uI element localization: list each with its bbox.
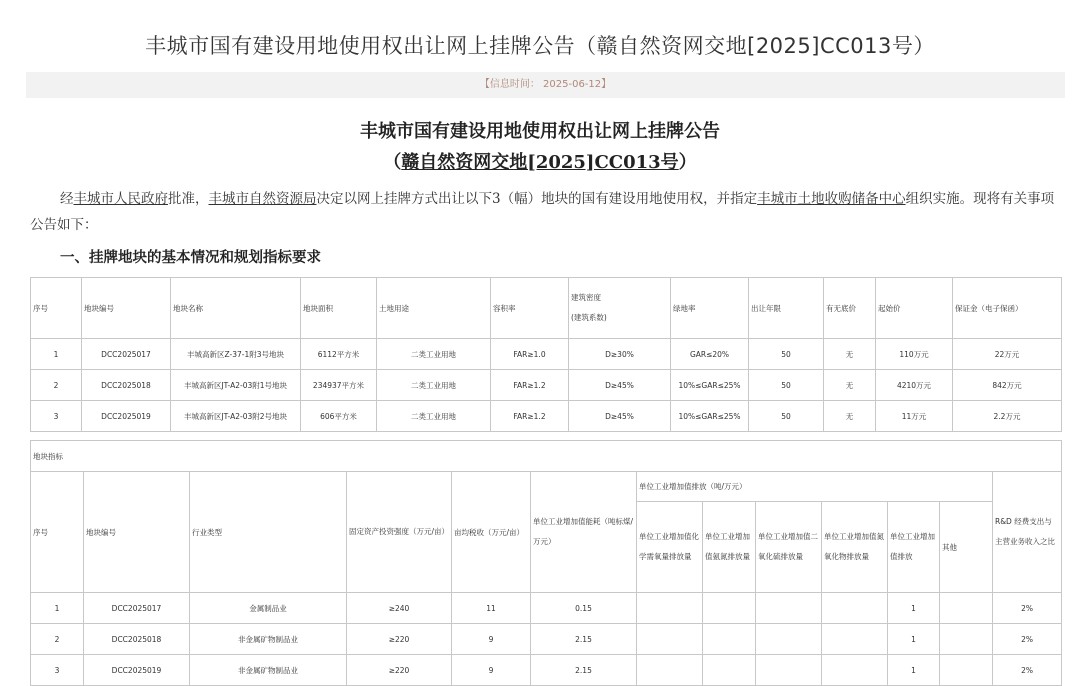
intro-paragraph — [30, 186, 1060, 238]
cell-tax: 9 — [452, 624, 531, 655]
cell-code: DCC2025017 — [84, 593, 190, 624]
table-header-row — [31, 278, 1062, 339]
cell-seq: 2 — [31, 370, 82, 401]
document-number-close: ） — [678, 152, 697, 173]
header-seq: 序号 — [31, 472, 84, 593]
cell-seq: 3 — [31, 655, 84, 686]
cell-nox — [822, 593, 888, 624]
intro-bureau: 丰城市自然资源局 — [208, 191, 317, 207]
cell-green: GAR≤20% — [671, 339, 749, 370]
cell-start-price: 11万元 — [876, 401, 953, 432]
cell-investment: ≥220 — [347, 624, 452, 655]
cell-density: D≥45% — [569, 401, 671, 432]
cell-term: 50 — [749, 401, 824, 432]
header-area: 地块面积 — [301, 278, 377, 339]
cell-green: 10%≤GAR≤25% — [671, 401, 749, 432]
header-reserve: 有无底价 — [824, 278, 876, 339]
cell-nox — [822, 655, 888, 686]
cell-deposit: 842万元 — [953, 370, 1062, 401]
header-ammonia: 单位工业增加值氨氮排放量 — [703, 502, 756, 593]
cell-name: 丰城高新区JT-A2-03附2号地块 — [171, 401, 301, 432]
header-code: 地块编号 — [84, 472, 190, 593]
header-term: 出让年限 — [749, 278, 824, 339]
cell-rd: 2% — [993, 655, 1062, 686]
header-other: 其他 — [940, 502, 993, 593]
cell-cod — [637, 655, 703, 686]
cell-energy: 0.15 — [531, 593, 637, 624]
cell-emission: 1 — [888, 624, 940, 655]
cell-so2 — [756, 655, 822, 686]
header-tax: 亩均税收（万元/亩） — [452, 472, 531, 593]
cell-other — [940, 593, 993, 624]
cell-nox — [822, 624, 888, 655]
land-parcel-table — [30, 277, 1062, 432]
cell-density: D≥45% — [569, 370, 671, 401]
cell-use: 二类工业用地 — [377, 339, 491, 370]
cell-energy: 2.15 — [531, 624, 637, 655]
header-emission-group: 单位工业增加值排放（吨/万元） — [637, 472, 993, 502]
header-name: 地块名称 — [171, 278, 301, 339]
cell-deposit: 2.2万元 — [953, 401, 1062, 432]
cell-seq: 3 — [31, 401, 82, 432]
header-use: 土地用途 — [377, 278, 491, 339]
header-industry: 行业类型 — [190, 472, 347, 593]
cell-cod — [637, 624, 703, 655]
page-title: 丰城市国有建设用地使用权出让网上挂牌公告（赣自然资网交地[2025]CC013号） — [145, 34, 935, 58]
cell-use: 二类工业用地 — [377, 401, 491, 432]
cell-so2 — [756, 624, 822, 655]
cell-other — [940, 624, 993, 655]
cell-far: FAR≥1.2 — [491, 401, 569, 432]
table-row — [31, 655, 1062, 686]
table-row — [31, 624, 1062, 655]
header-seq: 序号 — [31, 278, 82, 339]
cell-seq: 1 — [31, 593, 84, 624]
cell-code: DCC2025019 — [82, 401, 171, 432]
cell-so2 — [756, 593, 822, 624]
cell-area: 606平方米 — [301, 401, 377, 432]
header-start-price: 起始价 — [876, 278, 953, 339]
header-investment: 固定资产投资强度（万元/亩） — [347, 472, 452, 593]
cell-reserve: 无 — [824, 339, 876, 370]
header-deposit: 保证金（电子保函） — [953, 278, 1062, 339]
header-energy: 单位工业增加值能耗（吨标煤/万元） — [531, 472, 637, 593]
table-row — [31, 339, 1062, 370]
cell-seq: 1 — [31, 339, 82, 370]
document-number — [0, 148, 1080, 174]
cell-term: 50 — [749, 370, 824, 401]
cell-reserve: 无 — [824, 401, 876, 432]
cell-energy: 2.15 — [531, 655, 637, 686]
table-header-row — [31, 472, 1062, 502]
info-time-bar: 【信息时间： 2025-06-12】 — [26, 72, 1065, 98]
cell-deposit: 22万元 — [953, 339, 1062, 370]
cell-other — [940, 655, 993, 686]
cell-far: FAR≥1.0 — [491, 339, 569, 370]
header-density-line1: 建筑密度 — [571, 293, 601, 302]
cell-term: 50 — [749, 339, 824, 370]
table-row — [31, 593, 1062, 624]
cell-area: 6112平方米 — [301, 339, 377, 370]
cell-seq: 2 — [31, 624, 84, 655]
section-heading: 一、挂牌地块的基本情况和规划指标要求 — [60, 249, 321, 266]
cell-density: D≥30% — [569, 339, 671, 370]
table-row — [31, 370, 1062, 401]
header-far: 容积率 — [491, 278, 569, 339]
intro-text-4: 组织实施。现将有关事项公告如下： — [30, 191, 1055, 233]
cell-tax: 11 — [452, 593, 531, 624]
header-green: 绿地率 — [671, 278, 749, 339]
table-caption: 地块指标 — [31, 441, 1062, 472]
cell-code: DCC2025018 — [82, 370, 171, 401]
cell-rd: 2% — [993, 593, 1062, 624]
document-number-text: 赣自然资网交地[2025]CC013号 — [401, 152, 679, 173]
header-so2: 单位工业增加值二氧化硫排放量 — [756, 502, 822, 593]
cell-green: 10%≤GAR≤25% — [671, 370, 749, 401]
cell-use: 二类工业用地 — [377, 370, 491, 401]
cell-start-price: 110万元 — [876, 339, 953, 370]
cell-name: 丰城高新区Z-37-1附3号地块 — [171, 339, 301, 370]
cell-reserve: 无 — [824, 370, 876, 401]
parcel-indicator-table — [30, 440, 1062, 686]
cell-start-price: 4210万元 — [876, 370, 953, 401]
document-number-open: （ — [383, 152, 402, 173]
cell-emission: 1 — [888, 593, 940, 624]
header-code: 地块编号 — [82, 278, 171, 339]
cell-area: 234937平方米 — [301, 370, 377, 401]
header-emission: 单位工业增加值排放 — [888, 502, 940, 593]
cell-emission: 1 — [888, 655, 940, 686]
cell-ammonia — [703, 655, 756, 686]
cell-ammonia — [703, 624, 756, 655]
document-title: 丰城市国有建设用地使用权出让网上挂牌公告 — [360, 121, 720, 142]
intro-text-2: 批准， — [168, 191, 209, 207]
cell-industry: 非金属矿物制品业 — [190, 624, 347, 655]
table-row — [31, 401, 1062, 432]
cell-cod — [637, 593, 703, 624]
header-cod: 单位工业增加值化学需氧量排放量 — [637, 502, 703, 593]
cell-code: DCC2025018 — [84, 624, 190, 655]
intro-approver: 丰城市人民政府 — [73, 191, 168, 207]
cell-investment: ≥240 — [347, 593, 452, 624]
cell-far: FAR≥1.2 — [491, 370, 569, 401]
cell-code: DCC2025017 — [82, 339, 171, 370]
cell-tax: 9 — [452, 655, 531, 686]
intro-text-1: 经 — [60, 191, 74, 207]
cell-investment: ≥220 — [347, 655, 452, 686]
header-density — [569, 278, 671, 339]
intro-text-3: 决定以网上挂牌方式出让以下3（幅）地块的国有建设用地使用权，并指定 — [316, 191, 758, 207]
header-density-line2: (建筑系数) — [571, 313, 607, 322]
table-caption-row — [31, 441, 1062, 472]
header-rd: R&D 经费支出与主营业务收入之比 — [993, 472, 1062, 593]
cell-ammonia — [703, 593, 756, 624]
cell-industry: 金属制品业 — [190, 593, 347, 624]
cell-code: DCC2025019 — [84, 655, 190, 686]
header-nox: 单位工业增加值氮氧化物排放量 — [822, 502, 888, 593]
cell-rd: 2% — [993, 624, 1062, 655]
intro-center: 丰城市土地收购储备中心 — [757, 191, 906, 207]
cell-industry: 非金属矿物制品业 — [190, 655, 347, 686]
cell-name: 丰城高新区JT-A2-03附1号地块 — [171, 370, 301, 401]
